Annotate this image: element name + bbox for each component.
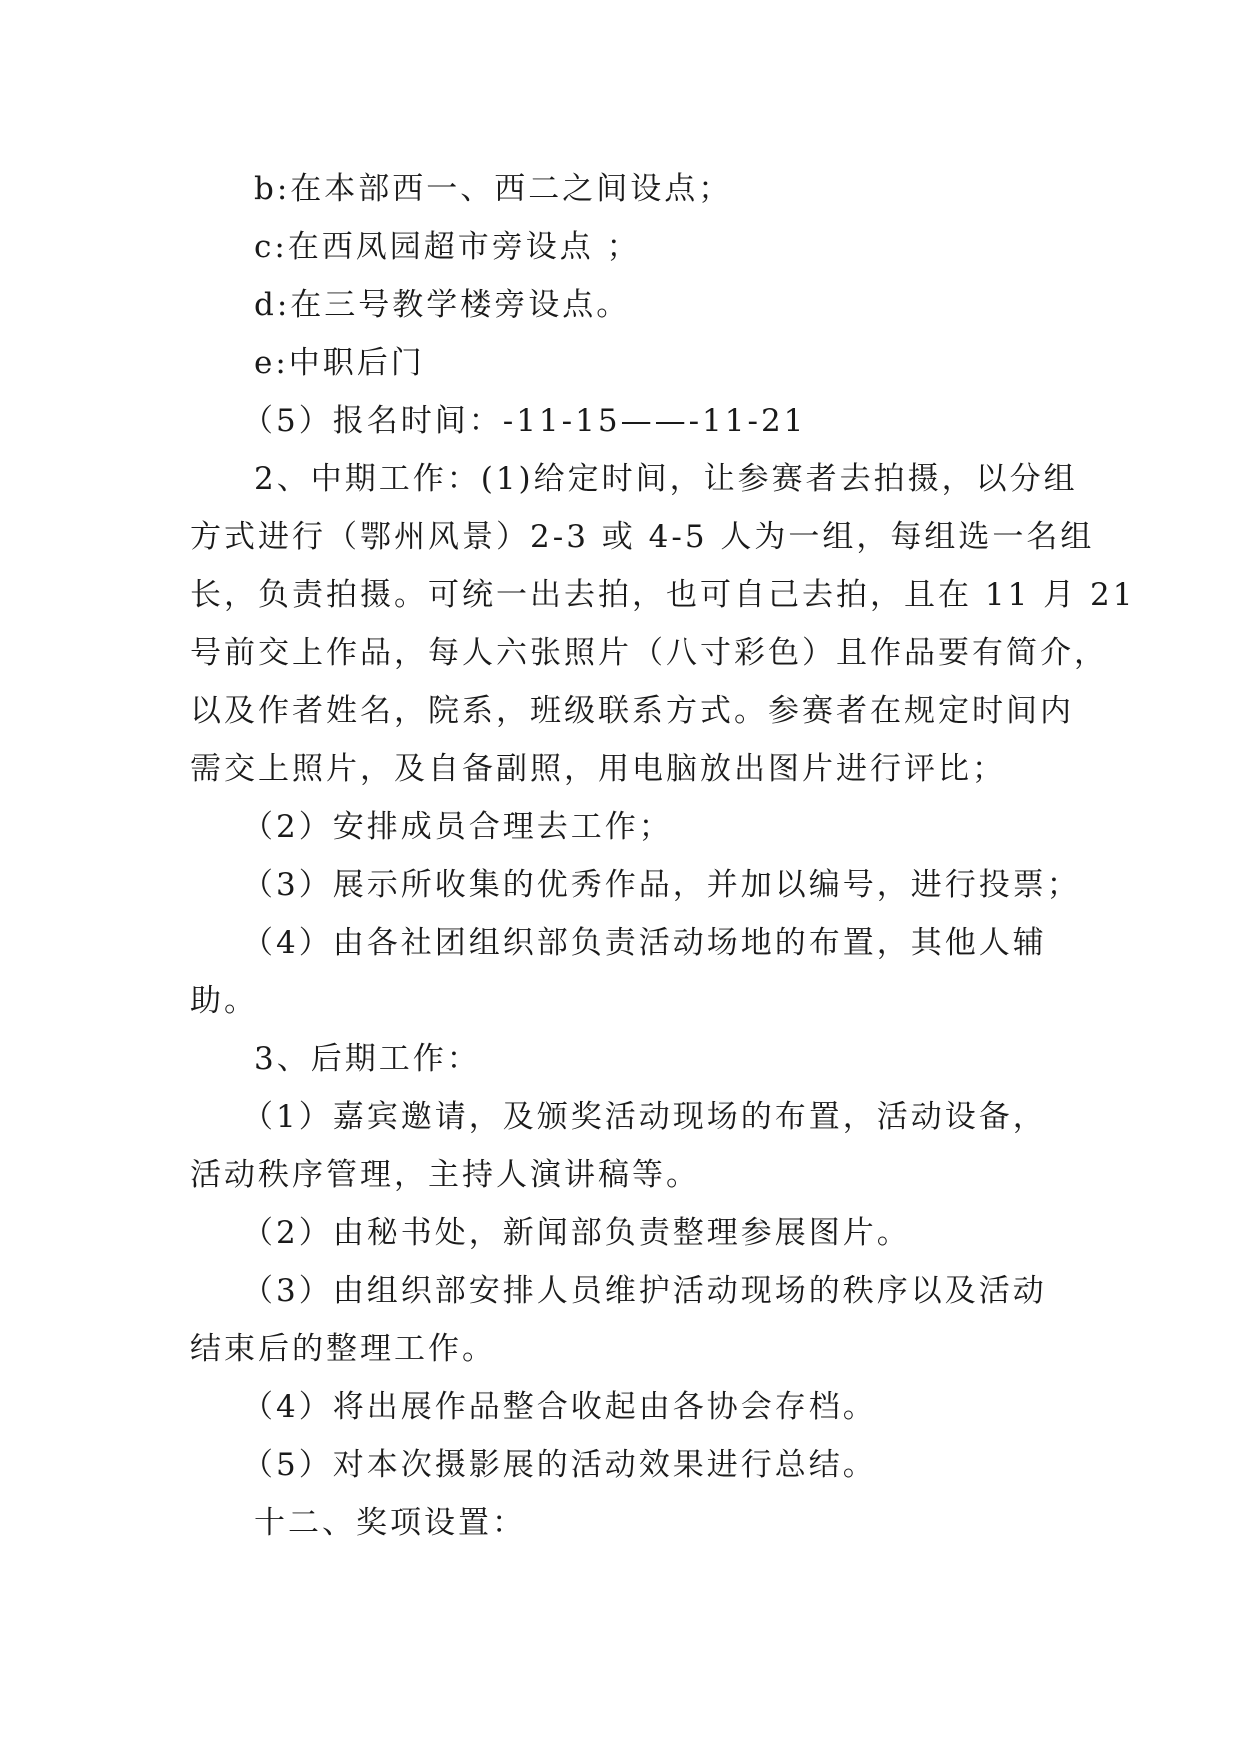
text-line: 3、后期工作： xyxy=(254,1041,481,1077)
text-line: （3）由组织部安排人员维护活动现场的秩序以及活动 xyxy=(242,1273,1047,1309)
text-line: 活动秩序管理，主持人演讲稿等。 xyxy=(190,1157,700,1193)
text-line: 长，负责拍摄。可统一出去拍，也可自己去拍，且在 11 月 21 xyxy=(190,577,1136,613)
text-line: 以及作者姓名，院系，班级联系方式。参赛者在规定时间内 xyxy=(190,693,1074,729)
text-line: （3）展示所收集的优秀作品，并加以编号，进行投票； xyxy=(242,867,1081,903)
text-line: 2、中期工作：(1)给定时间，让参赛者去拍摄，以分组 xyxy=(254,461,1078,497)
text-line: （5）对本次摄影展的活动效果进行总结。 xyxy=(242,1447,877,1483)
text-line: 需交上照片，及自备副照，用电脑放出图片进行评比； xyxy=(190,751,1006,787)
text-line: （5）报名时间：-11-15——-11-21 xyxy=(242,403,807,439)
text-line: （4）将出展作品整合收起由各协会存档。 xyxy=(242,1389,877,1425)
text-line: （2）安排成员合理去工作； xyxy=(242,809,673,845)
text-line: 方式进行（鄂州风景）2-3 或 4-5 人为一组，每组选一名组 xyxy=(190,519,1095,555)
text-line: 号前交上作品，每人六张照片（八寸彩色）且作品要有简介， xyxy=(190,635,1108,671)
text-line: b:在本部西一、西二之间设点； xyxy=(254,171,733,207)
text-line: （1）嘉宾邀请，及颁奖活动现场的布置，活动设备， xyxy=(242,1099,1047,1135)
text-line: d:在三号教学楼旁设点。 xyxy=(254,287,631,323)
text-line: （4）由各社团组织部负责活动场地的布置，其他人辅 xyxy=(242,925,1047,961)
text-line: c:在西凤园超市旁设点 ； xyxy=(254,229,641,265)
text-line: 结束后的整理工作。 xyxy=(190,1331,496,1367)
text-line: 十二、奖项设置： xyxy=(254,1505,526,1541)
text-line: （2）由秘书处，新闻部负责整理参展图片。 xyxy=(242,1215,911,1251)
document-body xyxy=(190,160,1136,1552)
text-line: e:中职后门 xyxy=(254,345,425,381)
text-line: 助。 xyxy=(190,983,258,1019)
